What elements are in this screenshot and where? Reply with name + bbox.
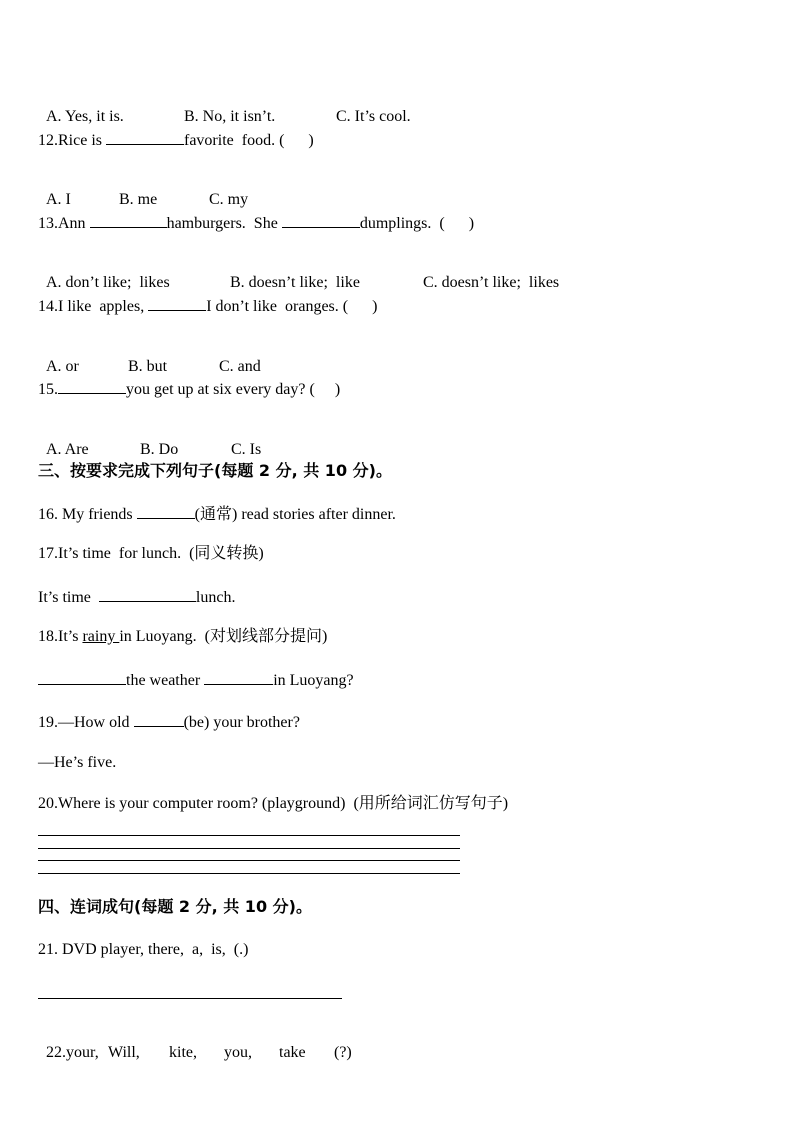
q22-word: take: [279, 1044, 306, 1061]
q22-word: (?): [334, 1044, 352, 1061]
q16-stem: 16. My friends: [38, 506, 137, 523]
q14-stem: 14.I like apples,: [38, 298, 149, 315]
q16-stem-end: (通常) read stories after dinner.: [194, 506, 396, 523]
q12-stem: 12.Rice is: [38, 132, 106, 149]
q19-stem: 19.—How old: [38, 714, 134, 731]
q18-question: [38, 627, 327, 647]
q20-answer-line-1[interactable]: [38, 835, 460, 836]
q13-stem-mid: hamburgers. She: [166, 215, 282, 232]
q13-question: [38, 212, 474, 234]
q18-answer-end: in Luoyang?: [273, 672, 354, 689]
q14-options: [38, 337, 261, 377]
q22-word: kite,: [169, 1044, 197, 1061]
q22-word: Will,: [108, 1044, 140, 1061]
q18-blank-2[interactable]: [204, 669, 273, 685]
q11-option-a: A. Yes, it is.: [46, 108, 124, 125]
q20-answer-line-2[interactable]: [38, 848, 460, 849]
q17-question: 17.It’s time for lunch. (同义转换): [38, 545, 264, 562]
q19-blank[interactable]: [134, 711, 184, 727]
q19-question: [38, 711, 300, 733]
q18-underlined-word: rainy: [82, 628, 120, 645]
q15-option-a: A. Are: [46, 441, 89, 458]
q22-word: 22.your,: [46, 1044, 99, 1061]
q20-answer-line-4[interactable]: [38, 873, 460, 874]
q18-stem: 18.It’s: [38, 628, 83, 645]
q18-answer-line: [38, 669, 354, 691]
q15-option-c: C. Is: [231, 441, 262, 458]
q13-options: [38, 253, 559, 293]
q19-answer: —He’s five.: [38, 754, 117, 771]
q12-option-c: C. my: [209, 191, 249, 208]
q16-question: [38, 503, 396, 525]
q21-question: 21. DVD player, there, a, is, (.): [38, 941, 249, 958]
q15-stem-end: you get up at six every day? ( ): [126, 381, 341, 398]
q13-stem: 13.Ann: [38, 215, 90, 232]
q15-options: [38, 420, 261, 460]
q22-question: [38, 1023, 352, 1063]
q11-options: [38, 87, 411, 127]
q16-blank[interactable]: [137, 503, 195, 519]
q14-option-c: C. and: [219, 358, 261, 375]
q15-stem: 15.: [38, 381, 58, 398]
q18-stem-end: in Luoyang. (对划线部分提问): [119, 628, 328, 645]
q12-blank[interactable]: [106, 129, 184, 145]
q13-option-c: C. doesn’t like; likes: [423, 274, 560, 291]
q14-question: [38, 295, 377, 317]
section-3-heading: 三、按要求完成下列句子(每题 2 分, 共 10 分)。: [38, 461, 392, 480]
q14-option-a: A. or: [46, 358, 79, 375]
q13-option-b: B. doesn’t like; like: [230, 274, 360, 291]
q20-answer-line-3[interactable]: [38, 860, 460, 861]
q12-option-b: B. me: [119, 191, 158, 208]
q21-answer-line[interactable]: [38, 998, 342, 999]
q20-question: 20.Where is your computer room? (playground) (用所给词汇仿写句子): [38, 795, 509, 812]
q14-option-b: B. but: [128, 358, 168, 375]
q15-question: [38, 378, 340, 400]
q22-word: you,: [224, 1044, 252, 1061]
q14-blank[interactable]: [148, 295, 206, 311]
section-4-heading: 四、连词成句(每题 2 分, 共 10 分)。: [38, 897, 312, 916]
q15-blank[interactable]: [58, 378, 126, 394]
q14-stem-end: I don’t like oranges. ( ): [206, 298, 378, 315]
q15-option-b: B. Do: [140, 441, 179, 458]
q17-answer-line: [38, 586, 235, 608]
q19-stem-end: (be) your brother?: [183, 714, 300, 731]
q13-blank-2[interactable]: [282, 212, 360, 228]
q13-blank-1[interactable]: [90, 212, 167, 228]
q18-answer-mid: the weather: [126, 672, 205, 689]
q12-option-a: A. I: [46, 191, 71, 208]
q17-answer-start: It’s time: [38, 589, 99, 606]
q13-stem-end: dumplings. ( ): [359, 215, 475, 232]
q11-option-b: B. No, it isn’t.: [184, 108, 276, 125]
q17-answer-end: lunch.: [195, 589, 236, 606]
q18-blank-1[interactable]: [38, 669, 126, 685]
q12-options: [38, 170, 248, 210]
q12-question: [38, 129, 314, 151]
q12-stem-end: favorite food. ( ): [184, 132, 314, 149]
q13-option-a: A. don’t like; likes: [46, 274, 170, 291]
q11-option-c: C. It’s cool.: [336, 108, 411, 125]
q17-blank[interactable]: [99, 586, 196, 602]
